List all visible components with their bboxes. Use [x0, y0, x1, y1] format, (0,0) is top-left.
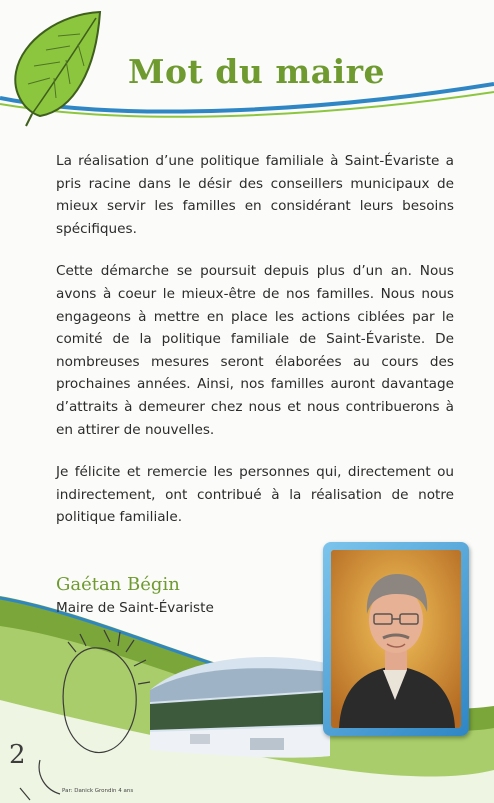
paragraph: La réalisation d’une politique familiale à Saint-Évariste a pris racine dans le désir des conseillers municipaux de mieux servir les familles en considérant leurs besoins spécifiques. [56, 153, 454, 237]
page-number: 2 [9, 740, 26, 770]
photo-frame [323, 542, 469, 736]
drawing-credit: Par: Danick Grondin 4 ans [62, 788, 134, 794]
mayor-photo [331, 550, 461, 728]
signer-name: Gaétan Bégin [56, 574, 180, 595]
paragraph: Je félicite et remercie les personnes qui, directement ou indirectement, ont contribué à la réalisation de notre politique familiale. [56, 464, 454, 526]
signer-role: Maire de Saint-Évariste [56, 600, 214, 616]
page-title: Mot du maire [128, 52, 386, 91]
paragraph: Cette démarche se poursuit depuis plus d’un an. Nous avons à coeur le mieux-être de nos familles. Nous nous engageons à mettre en place les actions ciblées par le comité de la politique familiale de Saint-Évariste. De nombreuses mesures seront élaborées au cours des prochaines années. Ainsi, nos familles auront davantage d’attraits à demeurer chez nous et nous contribuerons à en attirer de nouvelles. [56, 263, 454, 438]
